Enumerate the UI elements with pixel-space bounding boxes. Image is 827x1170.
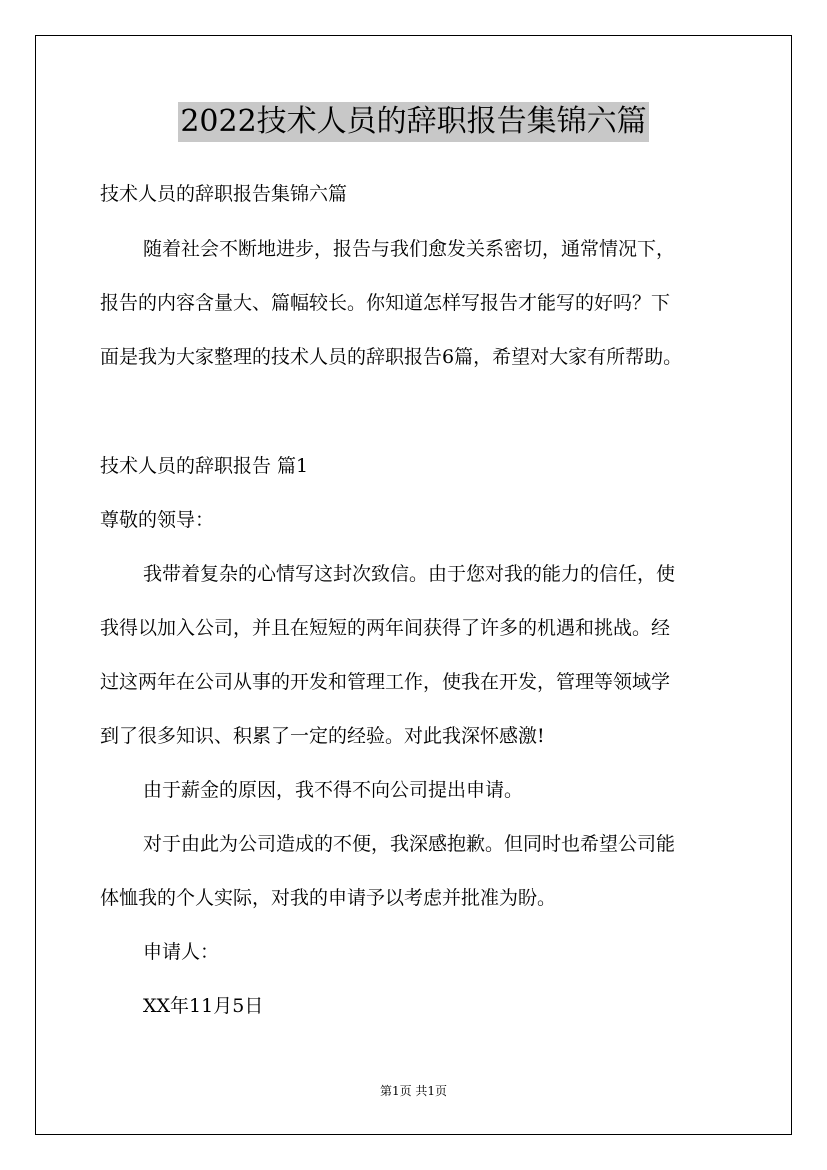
intro-line-1: 随着社会不断地进步，报告与我们愈发关系密切，通常情况下，	[143, 238, 676, 260]
body-line-4: 到了很多知识、积累了一定的经验。对此我深怀感激!	[100, 725, 545, 747]
body-line-3: 过这两年在公司从事的开发和管理工作，使我在开发，管理等领域学	[100, 671, 671, 693]
body-line-5: 由于薪金的原因，我不得不向公司提出申请。	[143, 779, 524, 801]
body-line-6: 对于由此为公司造成的不便，我深感抱歉。但同时也希望公司能	[143, 833, 676, 855]
body-line-2: 我得以加入公司，并且在短短的两年间获得了许多的机遇和挑战。经	[100, 617, 671, 639]
intro-line-3: 面是我为大家整理的技术人员的辞职报告6篇，希望对大家有所帮助。	[100, 346, 683, 368]
title-container	[0, 102, 827, 142]
intro-line-2: 报告的内容含量大、篇幅较长。你知道怎样写报告才能写的好吗？下	[100, 292, 671, 314]
body-line-7: 体恤我的个人实际，对我的申请予以考虑并批准为盼。	[100, 887, 557, 909]
document-title: 2022技术人员的辞职报告集锦六篇	[178, 102, 648, 142]
document-subtitle: 技术人员的辞职报告集锦六篇	[100, 183, 348, 205]
body-line-1: 我带着复杂的心情写这封次致信。由于您对我的能力的信任，使	[143, 563, 676, 585]
applicant-label: 申请人：	[143, 941, 220, 963]
page-footer: 第1页 共1页	[379, 1084, 448, 1098]
document-date: XX年11月5日	[143, 995, 264, 1017]
section-heading: 技术人员的辞职报告 篇1	[100, 455, 309, 477]
salutation: 尊敬的领导：	[100, 509, 215, 531]
